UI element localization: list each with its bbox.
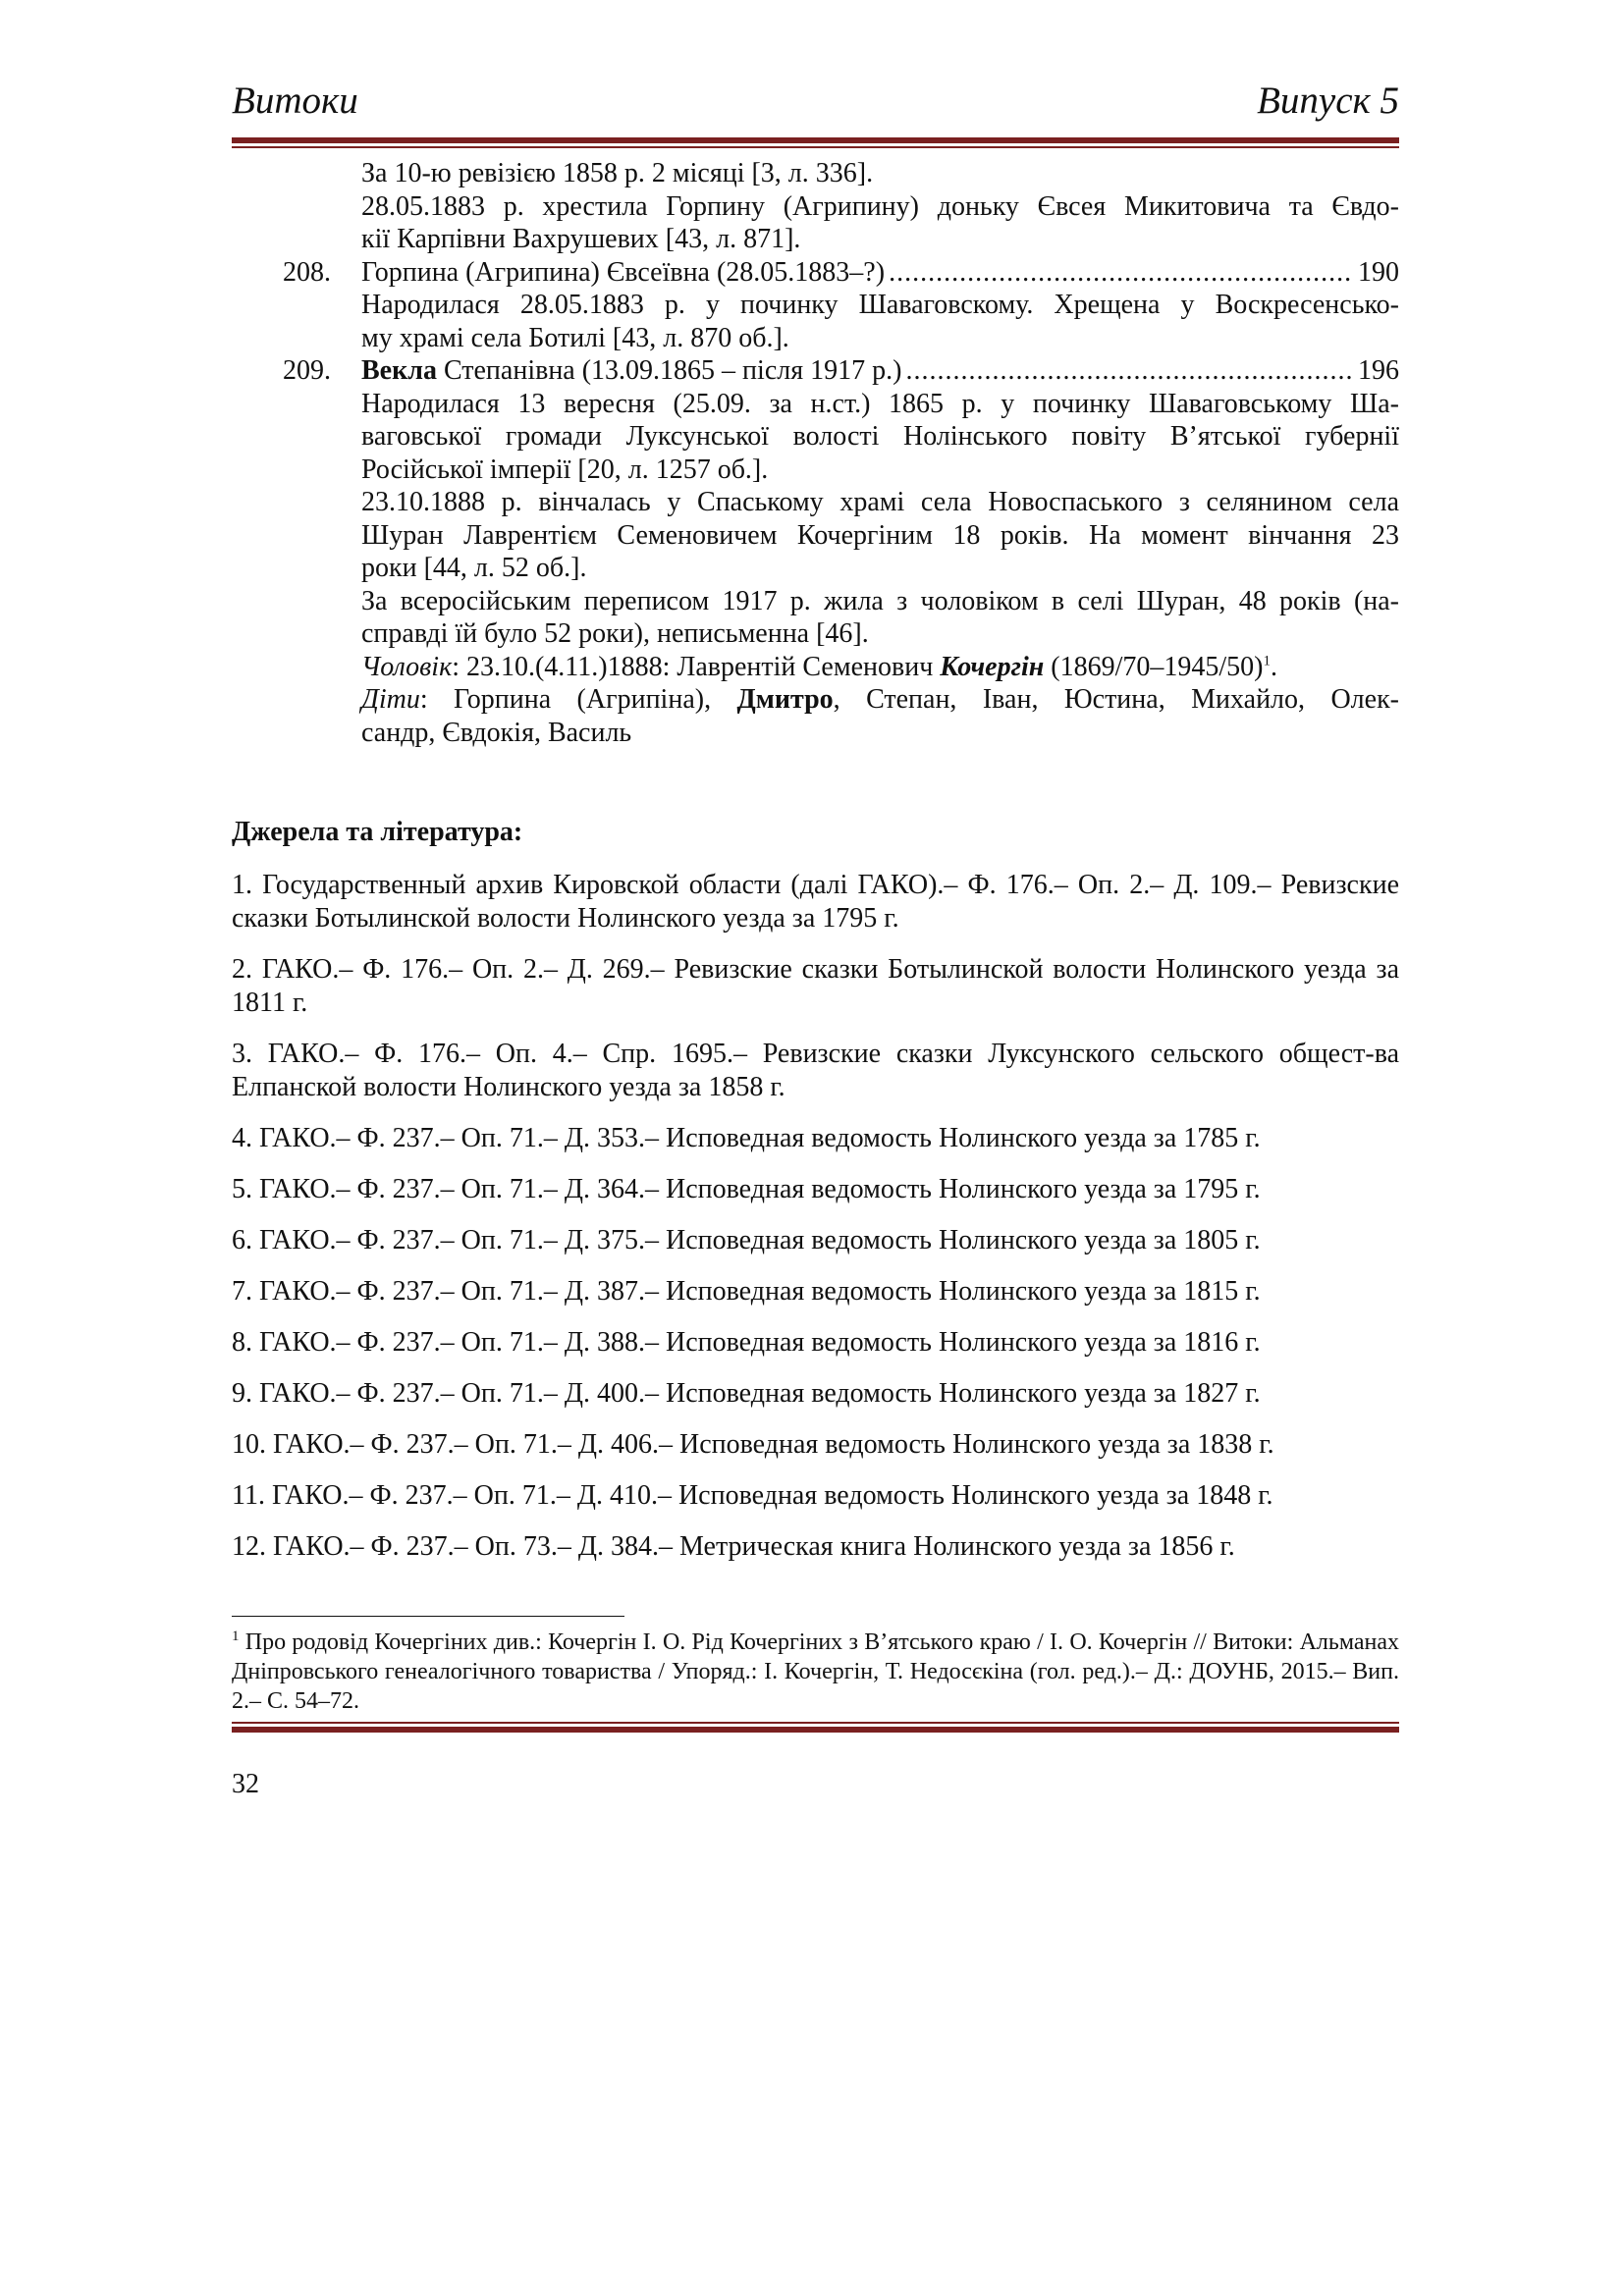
page-number: 32	[232, 1769, 259, 1799]
header-rule-thick	[232, 137, 1399, 143]
husband-label: Чоловік	[361, 651, 453, 682]
entry-209-heading	[283, 354, 1399, 388]
entry-number: 208.	[283, 256, 331, 288]
text-line: Народилася 13 вересня (25.09. за н.ст.) 1865 р. у починку Шаваговському Ша-	[361, 388, 1399, 419]
header-left-title: Витоки	[232, 80, 358, 122]
entry-page-ref: 190	[1358, 256, 1399, 288]
header-rule-thin	[232, 146, 1399, 148]
footnote-marker: 1	[232, 1629, 240, 1644]
entry-208-heading	[283, 256, 1399, 290]
children-text: : Горпина (Агрипіна),	[419, 684, 737, 715]
entry-number: 209.	[283, 355, 331, 386]
reference-item: 12. ГАКО.– Ф. 237.– Оп. 73.– Д. 384.– Метрическая книга Нолинского уезда за 1856 г.	[232, 1531, 1235, 1562]
main-text	[232, 157, 1399, 749]
reference-item: 5. ГАКО.– Ф. 237.– Оп. 71.– Д. 364.– Исповедная ведомость Нолинского уезда за 1795 г.	[232, 1174, 1261, 1204]
children-bold: Дмитро	[736, 684, 834, 715]
text-line: Російської імперії [20, л. 1257 об.].	[361, 454, 769, 485]
reference-item: 2. ГАКО.– Ф. 176.– Оп. 2.– Д. 269.– Ревизские сказки Ботылинской волости Нолинского уезда за 1811 г.	[232, 954, 1399, 1018]
reference-item: 4. ГАКО.– Ф. 237.– Оп. 71.– Д. 353.– Исповедная ведомость Нолинского уезда за 1785 г.	[232, 1123, 1261, 1153]
entry-name-bold: Векла	[361, 355, 437, 386]
text-line: 23.10.1888 р. вінчалась у Спаському храмі села Новоспаського з селянином села	[361, 487, 1399, 517]
reference-item: 11. ГАКО.– Ф. 237.– Оп. 71.– Д. 410.– Исповедная ведомость Нолинского уезда за 1848 г.	[232, 1480, 1273, 1511]
husband-surname: Кочергін	[940, 651, 1045, 682]
footnote-text: Про родовід Кочергіних див.: Кочергін І. О. Рід Кочергіних з В’ятського краю / І. О. Кочергін // Витоки: Альманах Дніпровського генеалогічного товариства / Упоряд.: І. Кочергін, Т. Недосєкіна (гол. ред.).– Д.: ДОУНБ, 2015.– Вип. 2.– С. 54–72.	[232, 1629, 1399, 1714]
reference-list	[232, 869, 1399, 1581]
husband-end: .	[1270, 651, 1277, 682]
text-line: За всеросійським переписом 1917 р. жила з чоловіком в селі Шуран, 48 років (на-	[361, 585, 1399, 616]
running-header	[232, 79, 1399, 128]
reference-item: 3. ГАКО.– Ф. 176.– Оп. 4.– Спр. 1695.– Ревизские сказки Луксунского сельского общест-ва Елпанской волости Нолинского уезда за 1858 г.	[232, 1039, 1399, 1102]
text-line: роки [44, л. 52 об.].	[361, 553, 587, 583]
reference-item: 10. ГАКО.– Ф. 237.– Оп. 71.– Д. 406.– Исповедная ведомость Нолинского уезда за 1838 г.	[232, 1429, 1274, 1460]
footnote-ref: 1	[1263, 653, 1271, 669]
text-line: Шуран Лаврентієм Семеновичем Кочергіним 18 років. На момент вінчання 23	[361, 519, 1399, 551]
sources-title: Джерела та література:	[232, 817, 523, 847]
text-line: 28.05.1883 р. хрестила Горпину (Агрипину) доньку Євсея Микитовича та Євдо-	[361, 190, 1399, 222]
footer-rule-thin	[232, 1722, 1399, 1724]
reference-item: 9. ГАКО.– Ф. 237.– Оп. 71.– Д. 400.– Исповедная ведомость Нолинского уезда за 1827 г.	[232, 1378, 1261, 1409]
footnote-separator	[232, 1616, 624, 1617]
reference-item: 1. Государственный архив Кировской области (далі ГАКО).– Ф. 176.– Оп. 2.– Д. 109.– Ревизские сказки Ботылинской волости Нолинского уезда за 1795 г.	[232, 870, 1399, 934]
text-line: ваговської громади Луксунської волості Нолінського повіту В’ятської губернії	[361, 421, 1399, 452]
children-label: Діти	[361, 684, 420, 715]
footnote	[232, 1628, 1399, 1716]
reference-item: 6. ГАКО.– Ф. 237.– Оп. 71.– Д. 375.– Исповедная ведомость Нолинского уезда за 1805 г.	[232, 1225, 1261, 1255]
entry-name	[361, 354, 901, 388]
children-text: , Степан, Іван, Юстина, Михайло, Олек-	[833, 684, 1399, 715]
children-line: сандр, Євдокія, Василь	[361, 717, 632, 748]
children-line	[361, 683, 1399, 717]
husband-line	[361, 651, 1399, 684]
entry-name: Горпина (Агрипина) Євсеївна (28.05.1883–?)	[361, 256, 886, 288]
text-line: кії Карпівни Вахрушевих [43, л. 871].	[361, 224, 801, 254]
entry-page-ref: 196	[1358, 355, 1399, 386]
leader-dots	[905, 354, 1354, 388]
header-right-title: Випуск 5	[1257, 80, 1399, 122]
text-line: Народилася 28.05.1883 р. у починку Шаваговскому. Хрещена у Воскресенсько-	[361, 290, 1399, 320]
text-line: му храмі села Ботилі [43, л. 870 об.].	[361, 322, 789, 353]
footer-rule-thick	[232, 1727, 1399, 1733]
text-line: справді їй було 52 роки), неписьменна [46].	[361, 618, 869, 649]
reference-item: 7. ГАКО.– Ф. 237.– Оп. 71.– Д. 387.– Исповедная ведомость Нолинского уезда за 1815 г.	[232, 1276, 1261, 1307]
text-line: За 10-ю ревізією 1858 р. 2 місяці [3, л. 336].	[361, 158, 874, 188]
husband-years: (1869/70–1945/50)	[1044, 651, 1264, 682]
reference-item: 8. ГАКО.– Ф. 237.– Оп. 71.– Д. 388.– Исповедная ведомость Нолинского уезда за 1816 г.	[232, 1327, 1261, 1358]
leader-dots	[889, 256, 1354, 290]
entry-name-rest: Степанівна (13.09.1865 – після 1917 р.)	[436, 355, 902, 386]
husband-text: : 23.10.(4.11.)1888: Лаврентій Семенович	[452, 651, 941, 682]
